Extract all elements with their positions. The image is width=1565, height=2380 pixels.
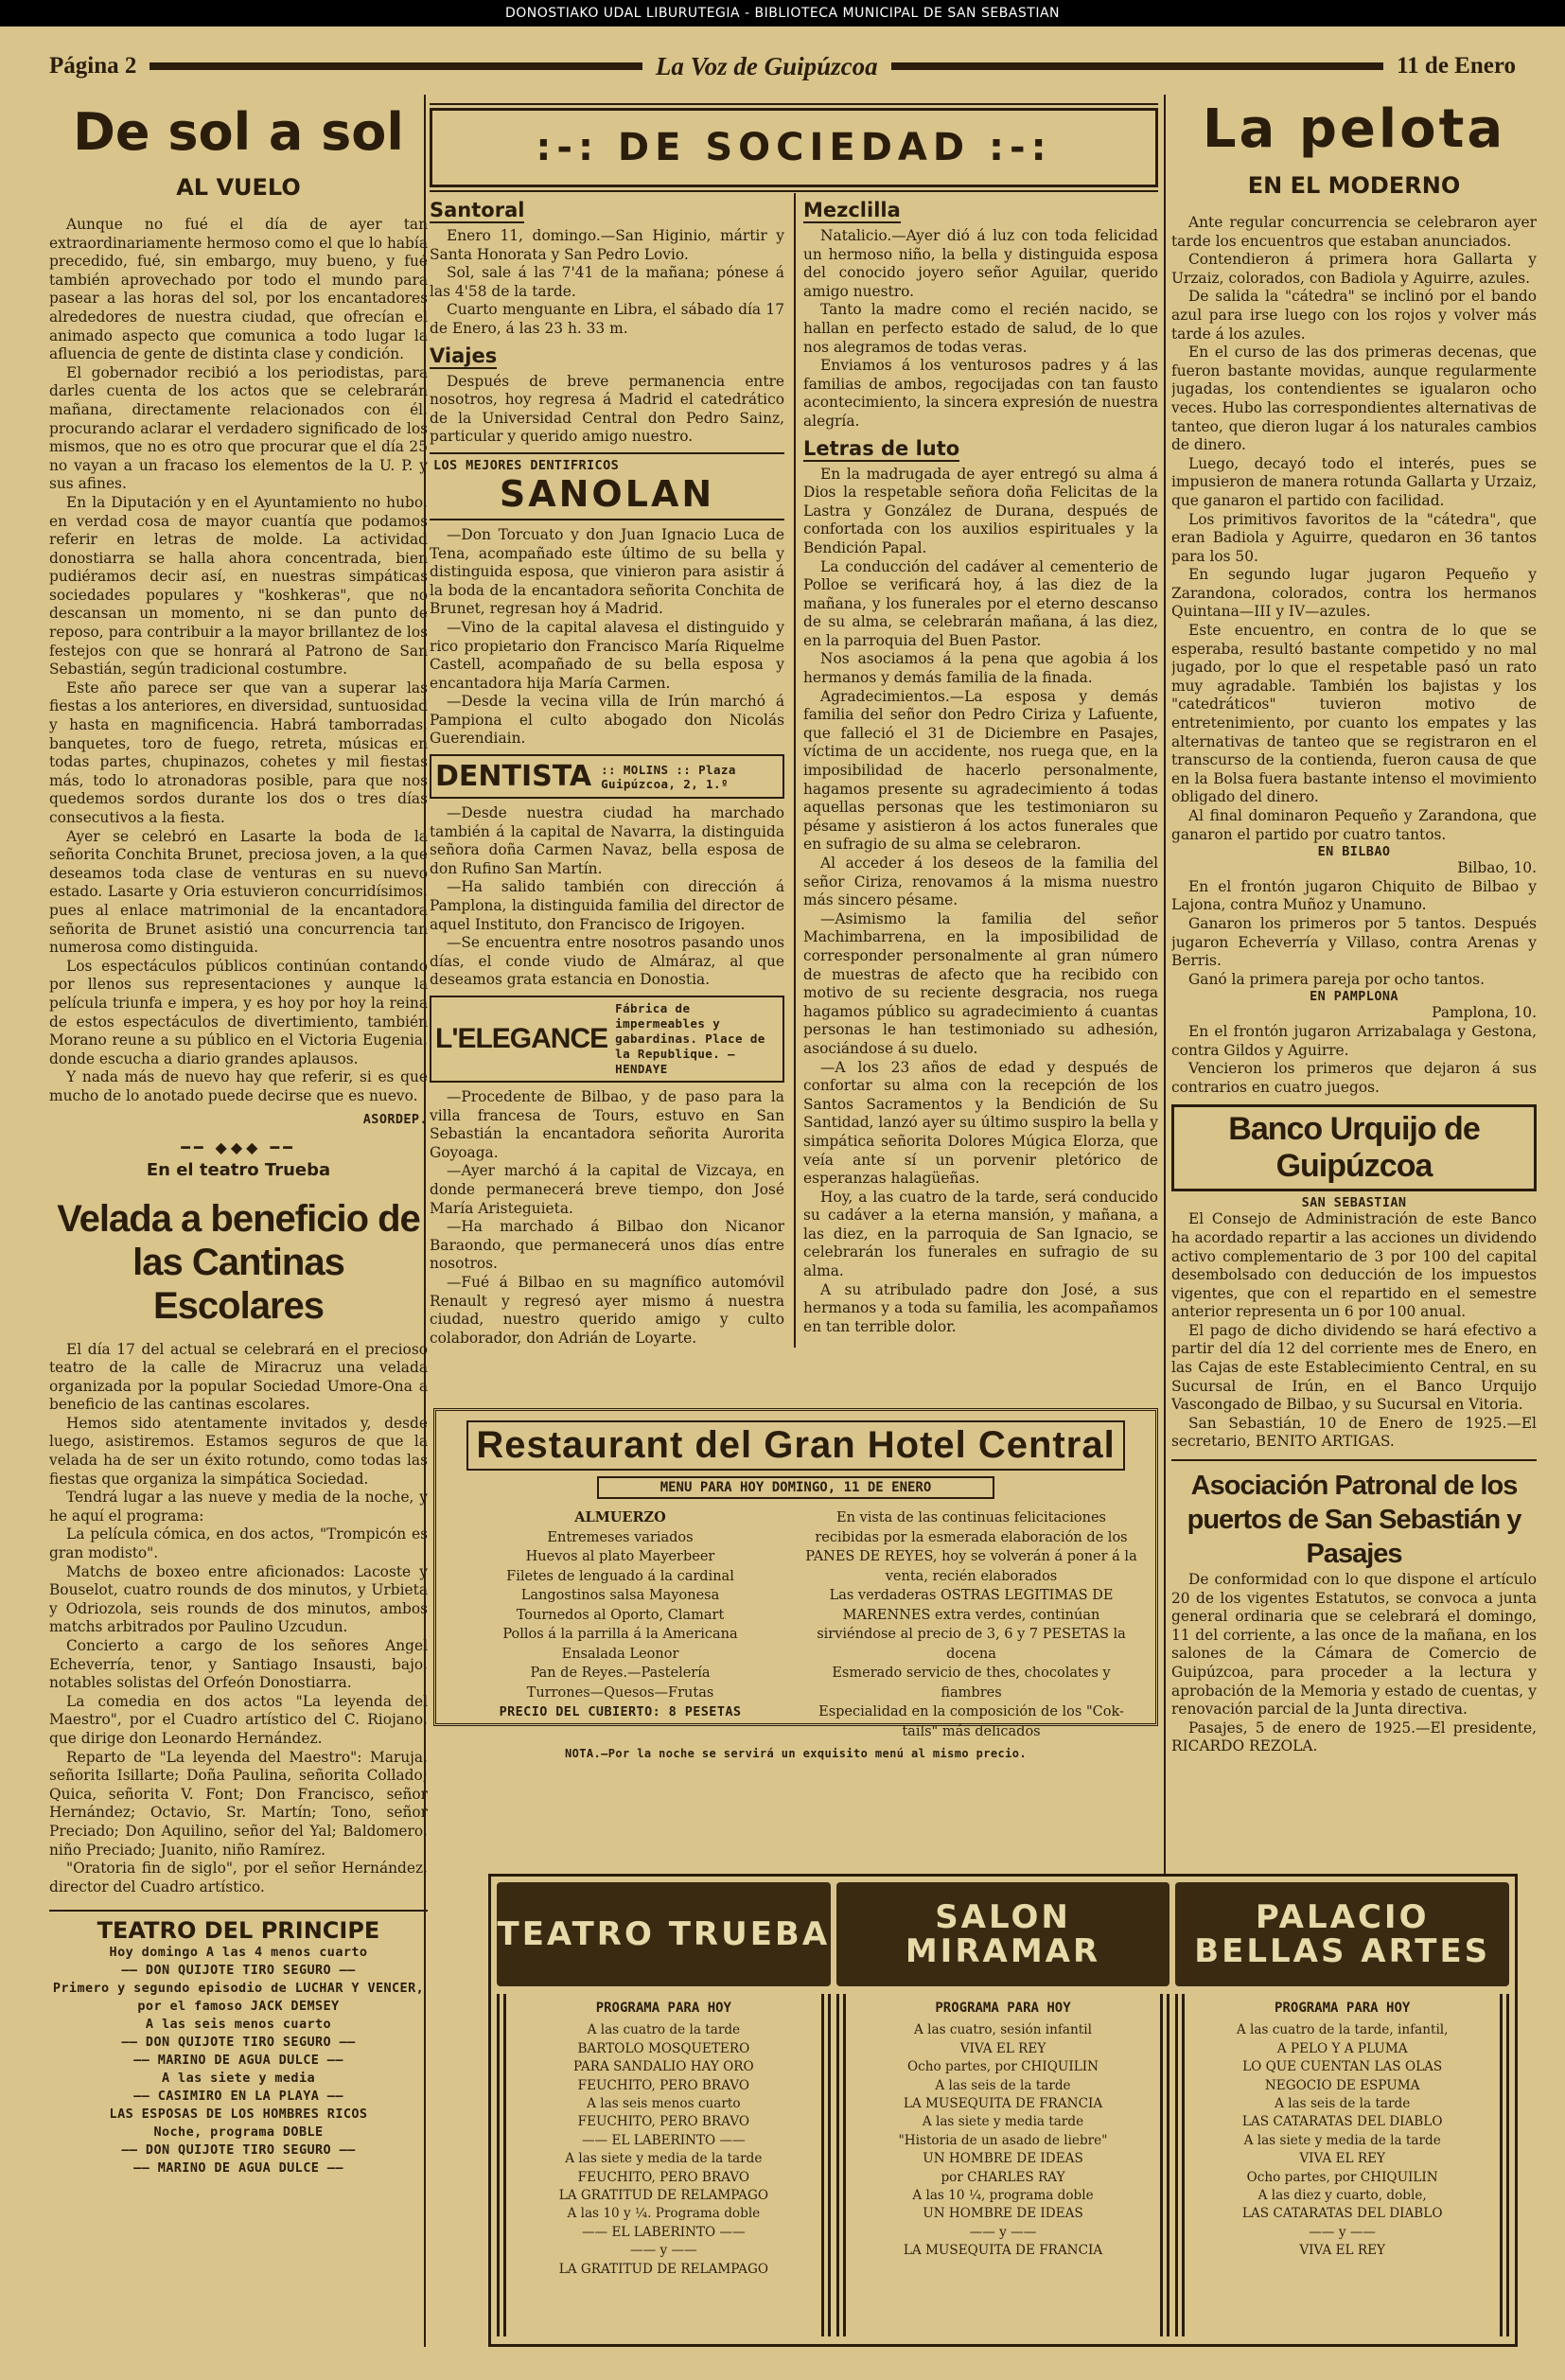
program-line: VIVA EL REY — [1299, 2151, 1385, 2167]
theatre-programs — [488, 1874, 1518, 2347]
menu-item: Tournedos al Oporto, Clamart — [516, 1607, 725, 1623]
restaurant-note: Esmerado servicio de thes, chocolates y fiambres — [832, 1666, 1111, 1701]
paragraph: Concierto a cargo de los señores Angel Echeverría, tenor, y Santiago Insausti, bajo, notables solistas del Orfeón Donostiarra. — [49, 1637, 428, 1692]
restaurant-note: Especialidad en la composición de los "Cok-tails" más delicados — [818, 1704, 1124, 1739]
elegance-brand: L'ELEGANCE — [435, 1023, 608, 1054]
paragraph: Enero 11, domingo.—San Higinio, mártir y Santa Honorata y San Pedro Lovio. — [430, 227, 784, 263]
program-line: A las 10 y ¼. Programa doble — [567, 2206, 761, 2222]
paragraph: —Ha marchado á Bilbao don Nicanor Baraondo, que permanecerá unos días entre nosotros. — [430, 1218, 784, 1273]
paragraph: Pasajes, 5 de enero de 1925.—El presidente, RICARDO REZOLA. — [1171, 1719, 1537, 1755]
paragraph: El día 17 del actual se celebrará en el precioso teatro de la calle de Miracruz una velada organizada por la popular Sociedad Umore-Ona a beneficio de las cantinas escolares. — [49, 1340, 428, 1414]
paragraph: —Asimismo la familia del señor Machimbarrena, en la imposibilidad de corresponder personalmente al gran número de muestras de afecto que ha recibido con motivo de su reciente desgracia, nos ruega hagamos público su agradecimiento á cuantas personas le han testimoniado su adhesión, asociándose á su duelo. — [803, 909, 1158, 1057]
program-line: FEUCHITO, PERO BRAVO — [577, 2077, 750, 2093]
paragraph: Los espectáculos públicos continúan contando por llenos sus representaciones y aunque la película triunfa e impera, y es hoy por hoy la reina de estos espectáculos de divertimiento, también Morano reune a su público en el Victoria Eugenia, donde escucha a diario grandes aplausos. — [49, 957, 428, 1067]
program-line: FEUCHITO, PERO BRAVO — [577, 2114, 750, 2130]
paragraph: De conformidad con lo que dispone el artículo 20 de los vigentes Estatutos, se convoca a junta general ordinaria que se celebrará el domingo, 11 del corriente, a las once de la mañana, en los salones de la Cámara de Comercio de Guipúzcoa, para proceder a la lectura y aprobación de la Memoria y estado de cuentas, y renovación parcial de la Junta directiva. — [1171, 1571, 1537, 1719]
paragraph: Aunque no fué el día de ayer tan extraordinariamente hermoso como el que lo había precedido, fué, sin embargo, muy bueno, y fué también aprovechado por todo el mundo para pasear a las horas del sol, por los encantadores alrededores de nuestra ciudad, que ofrecían el animado aspecto que comunica a todo lugar la afluencia de gente de distinta clase y condición. — [49, 216, 428, 363]
paragraph: Hoy, a las cuatro de la tarde, será conducido su cadáver a la eterna mansión, y mañana, a las diez, en la parroquia de San Ignacio, se celebrarán los funerales en sufragio de su alma. — [803, 1188, 1158, 1280]
page-number: Página 2 — [49, 53, 137, 79]
program-line: LA MUSEQUITA DE FRANCIA — [903, 2243, 1103, 2259]
paragraph: Ayer se celebró en Lasarte la boda de la señorita Conchita Brunet, preciosa joven, a la que deseamos toda clase de venturas en su nuevo estado. Lasarte y Oria estuvieron concurridísimos, pues al enlace matrimonial de la encantadora señorita de Brunet asistió una concurrencia tan numerosa como distinguida. — [49, 827, 428, 957]
program-line: BARTOLO MOSQUETERO — [577, 2040, 750, 2056]
asociacion-title: Asociación Patronal de los puertos de San Sebastián y Pasajes — [1187, 1471, 1521, 1570]
program-line: A las siete y media tarde — [922, 2114, 1084, 2130]
banco-title: Banco Urquijo de Guipúzcoa — [1228, 1111, 1480, 1185]
elegance-ad — [430, 996, 784, 1083]
program-line: PROGRAMA PARA HOY — [595, 2001, 731, 2016]
theatre-header-trueba: TEATRO TRUEBA — [497, 1882, 831, 1986]
program-line: A las diez y cuarto, doble, — [1257, 2188, 1427, 2204]
theatre-header-bellas-artes: PALACIO BELLAS ARTES — [1175, 1882, 1509, 1986]
program-line: LA GRATITUD DE RELAMPAGO — [558, 2188, 768, 2204]
restaurant-ad — [433, 1408, 1158, 1760]
viajes-text-3 — [430, 804, 784, 990]
paragraph: En el frontón jugaron Arrizabalaga y Gestona, contra Gildos y Aguirre. — [1171, 1022, 1537, 1059]
program-line: VIVA EL REY — [959, 2040, 1046, 2056]
program-line: A las cuatro, sesión infantil — [914, 2022, 1092, 2038]
paragraph: El Consejo de Administración de este Banco ha acordado repartir a las acciones un dividendo activo complementario de 3 por 100 del capital desembolsado con deducción de los impuestos vigentes, que con el repartido en el semestre anterior representa un 6 por 100 anual. — [1171, 1210, 1537, 1321]
paragraph: El pago de dicho dividendo se hará efectivo a partir del día 12 del corriente mes de Enero, en las Cajas de este Establecimiento Central, en su Sucursal de Irún, en el Banco Urquijo Vascongado de Bilbao, y su Sucursal en Vitoria. — [1171, 1321, 1537, 1414]
sociedad-banner: :-: DE SOCIEDAD :-: — [430, 108, 1158, 187]
program-line: FEUCHITO, PERO BRAVO — [577, 2169, 750, 2185]
theatre-header-miramar: SALON MIRAMAR — [836, 1882, 1170, 1986]
viajes-text — [430, 373, 784, 447]
paragraph: Al final dominaron Pequeño y Zarandona, que ganaron el partido por cuatro tantos. — [1171, 807, 1537, 843]
paragraph: —Don Torcuato y don Juan Ignacio Luca de Tena, acompañado este último de su bella y distinguida esposa, que vinieron para asistir á la boda de la encantadora señorita Conchita de Brunet, regresan hoy á Madrid. — [430, 525, 784, 618]
paragraph: San Sebastián, 10 de Enero de 1925.—El secretario, BENITO ARTIGAS. — [1171, 1414, 1537, 1451]
program-line: PARA SANDALIO HAY ORO — [573, 2059, 754, 2075]
restaurant-note: Las verdaderas OSTRAS LEGITIMAS DE MARENNES extra verdes, continúan sirviéndose al precio de 3, 6 y 7 PESETAS la docena — [817, 1588, 1126, 1662]
program-miramar — [836, 1994, 1170, 2336]
program-line: LAS ESPOSAS DE LOS HOMBRES RICOS — [109, 2107, 368, 2123]
page-header — [49, 49, 1516, 83]
luto-heading: Letras de luto — [803, 436, 960, 460]
paragraph: Nos asociamos á la pena que agobia á los hermanos y demás familia de la finada. — [803, 650, 1158, 687]
menu-note: NOTA.—Por la noche se servirá un exquisito menú al mismo precio. — [565, 1747, 1027, 1760]
mezclilla-heading: Mezclilla — [803, 199, 901, 221]
paragraph: Ganaron los primeros por 5 tantos. Después jugaron Echeverría y Villaso, contra Arenas y Berris. — [1171, 914, 1537, 970]
paragraph: De salida la "cátedra" se inclinó por el bando azul para irse luego con los rojos y volver más tarde á los azules. — [1171, 288, 1537, 343]
paragraph: Sol, sale á las 7'41 de la mañana; pónese á las 4'58 de la tarde. — [430, 264, 784, 300]
program-line: A las seis menos cuarto — [145, 2017, 332, 2033]
paragraph: En la Diputación y en el Ayuntamiento no hubo, en verdad cosa de mayor cuantía que podamos referir en letras de molde. La actividad donostiarra se halla ahora concentrada, bien pudiéramos decir así, en nuestras simpáticas sociedades populares y "koshkeras", que no descansan un momento, ni se dan punto de reposo, para contribuir a la mayor brillantez de los festejos con que se honrará al Patrono de San Sebastián, según tradicional costumbre. — [49, 493, 428, 679]
restaurant-notes — [802, 1508, 1140, 1741]
velada-article — [49, 1341, 428, 1897]
paragraph: —Desde nuestra ciudad ha marchado también á la capital de Navarra, la distinguida señora doña Carmen Navaz, bella esposa de don Rufino San Martín. — [430, 804, 784, 877]
paragraph: En la madrugada de ayer entregó su alma á Dios la respetable señora doña Felicitas de la Lastra y González de Durana, después de confortada con los auxilios espirituales y la Bendición Papal. — [803, 465, 1158, 556]
program-line: LA MUSEQUITA DE FRANCIA — [903, 2096, 1103, 2112]
paragraph: —A los 23 años de edad y después de confortar su alma con la recepción de los Santos Sacramentos y la Bendición de Su Santidad, lanzó ayer su último suspiro la bella y simpática señorita Dolores Múgica Elorza, que veía ante sí un porvenir pletórico de esperanzas halagüeñas. — [803, 1058, 1158, 1188]
program-line: Hoy domingo A las 4 menos cuarto — [109, 1945, 368, 1961]
newspaper-title: La Voz de Guipúzcoa — [655, 51, 878, 80]
left-column — [49, 95, 428, 2347]
paragraph: —Se encuentra entre nosotros pasando unos días, el conde viudo de Almáraz, al que deseamos grata estancia en Donostia. — [430, 934, 784, 989]
asociacion-text — [1171, 1571, 1537, 1756]
program-line: A las seis de la tarde — [935, 2077, 1071, 2093]
paragraph: Este encuentro, en contra de lo que se esperaba, resultó bastante competido y no mal jugado, por lo que el respetable pasó un rato muy agradable. También los bajistas y los "catedráticos" tuvieron motivo de entretenimiento, por cuanto los empates y las alternativas de tanteo que se registraron en el transcurso de la contienda, fueron causa de que en la Bolsa fuera bastante intenso el movimiento obligado del dinero. — [1171, 622, 1537, 806]
menu-heading: MENU PARA HOY DOMINGO, 11 DE ENERO — [597, 1476, 994, 1499]
paragraph: Reparto de "La leyenda del Maestro": Maruja, señorita Isillarte; Doña Paulina, señorita Collado; Quica, señorita V. Font; Don Francisco, señor Hernández; Octavio, Sr. Martín; Tono, señor Preciado; Don Aquilino, señor del Yal; Baldomero, niño Preciado; Juanito, niño Ramírez. — [49, 1748, 428, 1859]
paragraph: Agradecimientos.—La esposa y demás familia del señor don Pedro Ciriza y Lafuente, que falleció el 31 de Diciembre en Pasajes, víctima de un accidente, nos ruega que, en la imposibilidad de hacerlo personalmente, hagamos presente su agradecimiento á todas aquellas personas que les testimoniaron su pésame y asistieron á los actos funerales que en sufragio de su alma se celebraron. — [803, 687, 1158, 854]
santoral-heading: Santoral — [430, 199, 525, 221]
paragraph: La película cómica, en dos actos, "Trompicón es gran modisto". — [49, 1525, 428, 1562]
program-line: A las siete y media de la tarde — [1243, 2132, 1441, 2148]
program-line: —— DON QUIJOTE TIRO SEGURO —— — [121, 1963, 356, 1979]
bilbao-heading: EN BILBAO — [1317, 844, 1391, 860]
banco-text — [1171, 1210, 1537, 1452]
paragraph: —Ayer marchó á la capital de Vizcaya, en donde permanecerá breve tiempo, don José María Aristeguieta. — [430, 1162, 784, 1217]
paragraph: —Vino de la capital alavesa el distinguido y rico propietario don Francisco María Riquelme Castell, acompañado de su bella esposa y encantadora hija María Carmen. — [430, 618, 784, 692]
dentista-address: :: MOLINS :: Plaza Guipúzcoa, 2, 1.º — [601, 762, 736, 791]
menu-item: ALMUERZO — [574, 1509, 666, 1525]
banco-city: SAN SEBASTIAN — [1301, 1195, 1407, 1211]
sanolan-ad — [430, 452, 784, 520]
principe-program — [49, 1944, 428, 2177]
menu-item: Turrones—Quesos—Frutas — [526, 1684, 714, 1701]
paragraph: Enviamos á los venturosos padres y á las familias de ambos, regocijadas con tan fausto acontecimiento, la sincera expresión de nuestra alegría. — [803, 357, 1158, 430]
sanolan-brand: SANOLAN — [499, 472, 715, 515]
dentista-label: DENTISTA — [435, 760, 592, 794]
pamplona-heading: EN PAMPLONA — [1310, 989, 1398, 1005]
menu-item: Pan de Reyes.—Pastelería — [530, 1666, 711, 1681]
program-line: A las cuatro de la tarde — [587, 2022, 741, 2038]
program-line: —— y —— — [969, 2224, 1037, 2240]
divider — [1171, 1459, 1537, 1461]
program-line: A las siete y media de la tarde — [565, 2151, 763, 2167]
program-line: LAS CATARATAS DEL DIABLO — [1241, 2114, 1443, 2130]
middle-column — [430, 95, 1158, 1401]
menu-list — [451, 1508, 789, 1741]
header-rule — [891, 62, 1383, 70]
program-line: —— CASIMIRO EN LA PLAYA —— — [133, 2089, 343, 2105]
program-line: —— EL LABERINTO —— — [581, 2132, 746, 2148]
menu-item: Huevos al plato Mayerbeer — [525, 1549, 715, 1564]
viajes-text-4 — [430, 1088, 784, 1348]
menu-item: Pollos á la parrilla á la Americana — [502, 1627, 738, 1642]
menu-item: Langostinos salsa Mayonesa — [520, 1588, 720, 1603]
pelota-kicker: EN EL MODERNO — [1247, 172, 1461, 199]
paragraph: En el frontón jugaron Chiquito de Bilbao y Lajona, contra Muñoz y Unamuno. — [1171, 877, 1537, 914]
santoral-text — [430, 227, 784, 339]
program-line: A las seis de la tarde — [1275, 2096, 1411, 2112]
paragraph: La conducción del cadáver al cementerio de Polloe se verificará hoy, á las diez de la mañana, y los funerales por el eterno descanso de su alma, se celebrarán mañana, á las diez, en la parroquia del Buen Pastor. — [803, 557, 1158, 649]
paragraph: —Procedente de Bilbao, y de paso para la villa francesa de Tours, estuvo en San Sebastián la encantadora señorita Aurorita Goyoaga. — [430, 1088, 784, 1161]
paragraph: Después de breve permanencia entre nosotros, hoy regresa á Madrid el catedrático de la Universidad Central don Pedro Sainz, particular y querido amigo nuestro. — [430, 372, 784, 446]
mezclilla-text — [803, 227, 1158, 432]
program-line: por CHARLES RAY — [941, 2169, 1065, 2185]
sol-kicker: AL VUELO — [176, 174, 301, 201]
paragraph: Este año parece ser que van a superar las fiestas a los anteriores, en diversidad, suntuosidad y hasta en magnificencia. Habrá tamborradas, banquetes, toro de fuego, retreta, músicas en todas partes, chupinazos, cohetes y mil fiestas más, todo lo atronadoras posible, para que nos quedemos sordos durante los dos o tres días consecutivos a la fiesta. — [49, 679, 428, 826]
bilbao-dateline: Bilbao, 10. — [1457, 859, 1537, 877]
paragraph: En el curso de las dos primeras decenas, que fueron bastante movidas, aunque regularmente jugadas, los contendientes se igualaron ocho veces. Hubo las correspondientes alternativas de tanteo, que dieron lugar á los naturales cambios de dinero. — [1171, 344, 1537, 454]
paragraph: "Oratoria fin de siglo", por el señor Hernández, director del Cuadro artístico. — [49, 1860, 428, 1895]
paragraph: Hemos sido atentamente invitados y, desde luego, asistiremos. Estamos seguros de que la velada ha de ser un éxito rotundo, como todas las fiestas que organiza la simpática Sociedad. — [49, 1414, 428, 1488]
program-line: Noche, programa DOBLE — [153, 2124, 324, 2141]
program-bellas-artes — [1175, 1994, 1509, 2336]
paragraph: Ganó la primera pareja por ocho tantos. — [1188, 970, 1485, 988]
sol-headline: De sol a sol — [73, 102, 404, 162]
paragraph: Tendrá lugar a las nueve y media de la noche, y he aquí el programa: — [49, 1489, 428, 1525]
paragraph: Contendieron á primera hora Gallarta y Urzaiz, colorados, con Badiola y Aguirre, azules. — [1171, 251, 1537, 287]
paragraph: Vencieron los primeros que dejaron á sus contrarios en cuatro juegos. — [1171, 1060, 1537, 1096]
viajes-text-2 — [430, 526, 784, 749]
program-line: Ocho partes, por CHIQUILIN — [1246, 2169, 1438, 2185]
right-column — [1171, 95, 1537, 1874]
program-line: A las cuatro de la tarde, infantil, — [1236, 2022, 1449, 2038]
program-line: UN HOMBRE DE IDEAS — [923, 2206, 1083, 2222]
paragraph: —Fué á Bilbao en su magnífico automóvil Renault y regresó ayer mismo á nuestra ciudad, nuestro querido amigo y culto colaborador, don Adrián de Loyarte. — [430, 1273, 784, 1347]
pelota-headline: La pelota — [1202, 98, 1506, 160]
viajes-heading: Viajes — [430, 344, 498, 367]
program-line: —— MARINO DE AGUA DULCE —— — [133, 2160, 343, 2177]
restaurant-title: Restaurant del Gran Hotel Central — [466, 1420, 1125, 1471]
paragraph: —Desde la vecina villa de Irún marchó á Pampiona el culto abogado don Nicolás Guerendiain. — [430, 693, 784, 748]
issue-date: 11 de Enero — [1397, 53, 1517, 79]
program-line: A PELO Y A PLUMA — [1276, 2040, 1408, 2056]
program-line: —— EL LABERINTO —— — [581, 2224, 746, 2240]
elegance-info: Fábrica de impermeables y gabardinas. Place de la Republique. — HENDAYE — [615, 1001, 765, 1076]
paragraph: Natalicio.—Ayer dió á luz con toda felicidad un hermoso niño, la bella y distinguida esposa del conocido joyero señor Aguilar, querido amigo nuestro. — [803, 227, 1158, 300]
program-line: LAS CATARATAS DEL DIABLO — [1241, 2206, 1443, 2222]
sol-article — [49, 216, 428, 1106]
program-line: Primero y segundo episodio de LUCHAR Y VENCER, por el famoso JACK DEMSEY — [52, 1981, 425, 2015]
paragraph: Cuarto menguante en Libra, el sábado día 17 de Enero, á las 23 h. 33 m. — [430, 301, 784, 337]
pamplona-dateline: Pamplona, 10. — [1432, 1004, 1537, 1022]
dentista-ad — [430, 754, 784, 799]
program-line: PROGRAMA PARA HOY — [1275, 2001, 1411, 2016]
paragraph: En segundo lugar jugaron Pequeño y Zarandona, colorados, contra los hermanos Quintana—III y IV—azules. — [1171, 566, 1537, 621]
header-rule — [149, 62, 642, 70]
program-line: A las 10 ¼, programa doble — [912, 2188, 1094, 2204]
menu-item: PRECIO DEL CUBIERTO: 8 PESETAS — [499, 1704, 742, 1719]
program-line: LO QUE CUENTAN LAS OLAS — [1242, 2059, 1443, 2075]
program-line: VIVA EL REY — [1299, 2243, 1385, 2259]
archive-banner: DONOSTIAKO UDAL LIBURUTEGIA - BIBLIOTECA MUNICIPAL DE SAN SEBASTIAN — [0, 0, 1565, 26]
program-line: —— y —— — [629, 2243, 697, 2259]
menu-item: Ensalada Leonor — [561, 1646, 679, 1662]
program-line: —— MARINO DE AGUA DULCE —— — [133, 2053, 343, 2069]
paragraph: La comedia en dos actos "La leyenda del Maestro", por el Cuadro artístico del C. Riojano, que dirige don Leonardo Hernández. — [49, 1692, 428, 1747]
sol-signature: ASORDEP. — [362, 1111, 428, 1127]
pelota-article — [1171, 214, 1537, 844]
pamplona-text — [1171, 1023, 1537, 1097]
menu-item: Entremeses variados — [547, 1529, 694, 1545]
program-line: PROGRAMA PARA HOY — [935, 2001, 1071, 2016]
paragraph: Ante regular concurrencia se celebraron ayer tarde los encuentros que estaban anunciados. — [1171, 214, 1537, 250]
program-trueba — [497, 1994, 831, 2336]
trueba-heading: En el teatro Trueba — [146, 1159, 331, 1180]
program-line: NEGOCIO DE ESPUMA — [1264, 2077, 1420, 2093]
divider — [49, 1910, 428, 1912]
menu-item: Filetes de lenguado á la cardinal — [506, 1568, 734, 1584]
program-line: A las siete y media — [161, 2071, 316, 2087]
program-line: —— DON QUIJOTE TIRO SEGURO —— — [121, 2142, 356, 2159]
program-line: —— y —— — [1309, 2224, 1377, 2240]
restaurant-note: En vista de las continuas felicitaciones recibidas por la esmerada elaboración de los PANES DE REYES, hoy se volverán á poner á la venta, recién elaborados — [805, 1510, 1137, 1584]
velada-headline: Velada a beneficio de las Cantinas Escolares — [57, 1197, 420, 1327]
principe-title: TEATRO DEL PRINCIPE — [97, 1917, 380, 1945]
program-line: LA GRATITUD DE RELAMPAGO — [558, 2261, 768, 2277]
luto-text — [803, 466, 1158, 1337]
program-line: A las seis menos cuarto — [587, 2096, 741, 2112]
paragraph: Matchs de boxeo entre aficionados: Lacoste y Bouselot, cuatro rounds de dos minutos, y Urbieta y Odriozola, seis rounds de dos minutos, ambos matchs arbitrados por Paulino Uzcudun. — [49, 1562, 428, 1636]
column-rule — [1164, 95, 1166, 1874]
paragraph: —Ha salido también con dirección á Pamplona, la distinguida familia del director de aquel Instituto, don Francisco de Irigoyen. — [430, 878, 784, 933]
paragraph: Luego, decayó todo el interés, pues se impusieron de manera rotunda Gallarta y Urzaiz, que ganaron el partido con facilidad. — [1171, 454, 1537, 509]
program-line: "Historia de un asado de liebre" — [898, 2132, 1108, 2148]
paragraph: Y nada más de nuevo hay que referir, si es que mucho de lo anotado puede decirse que es nuevo. — [49, 1068, 428, 1104]
banco-title-box — [1171, 1104, 1537, 1191]
paragraph: Los primitivos favoritos de la "cátedra", que eran Badiola y Aguirre, quedaron en 36 tantos para los 50. — [1171, 510, 1537, 565]
program-line: Ocho partes, por CHIQUILIN — [906, 2059, 1099, 2075]
paragraph: Tanto la madre como el recién nacido, se hallan en perfecto estado de salud, de lo que nos alegramos de todas veras. — [803, 301, 1158, 356]
bilbao-text — [1171, 878, 1537, 990]
paragraph: El gobernador recibió a los periodistas, para darles cuenta de los actos que se celebrarán mañana, directamente relacionados con él, procurando aclarar el verdadero significado de los mismos, que no es otro que procurar que el día 25 no vayan a un fracaso los elementos de la U. P. y sus afines. — [49, 363, 428, 493]
ornament-divider: ━━ ◆◆◆ ━━ — [181, 1137, 296, 1156]
paragraph: A su atribulado padre don José, a sus hermanos y a toda su familia, les acompañamos en tan terrible dolor. — [803, 1280, 1158, 1335]
paragraph: Al acceder á los deseos de la familia del señor Ciriza, renovamos á la misma nuestro más sincero pésame. — [803, 855, 1158, 909]
program-line: UN HOMBRE DE IDEAS — [923, 2151, 1083, 2167]
program-line: —— DON QUIJOTE TIRO SEGURO —— — [121, 2035, 356, 2051]
sanolan-tagline: LOS MEJORES DENTIFRICOS — [433, 457, 620, 473]
